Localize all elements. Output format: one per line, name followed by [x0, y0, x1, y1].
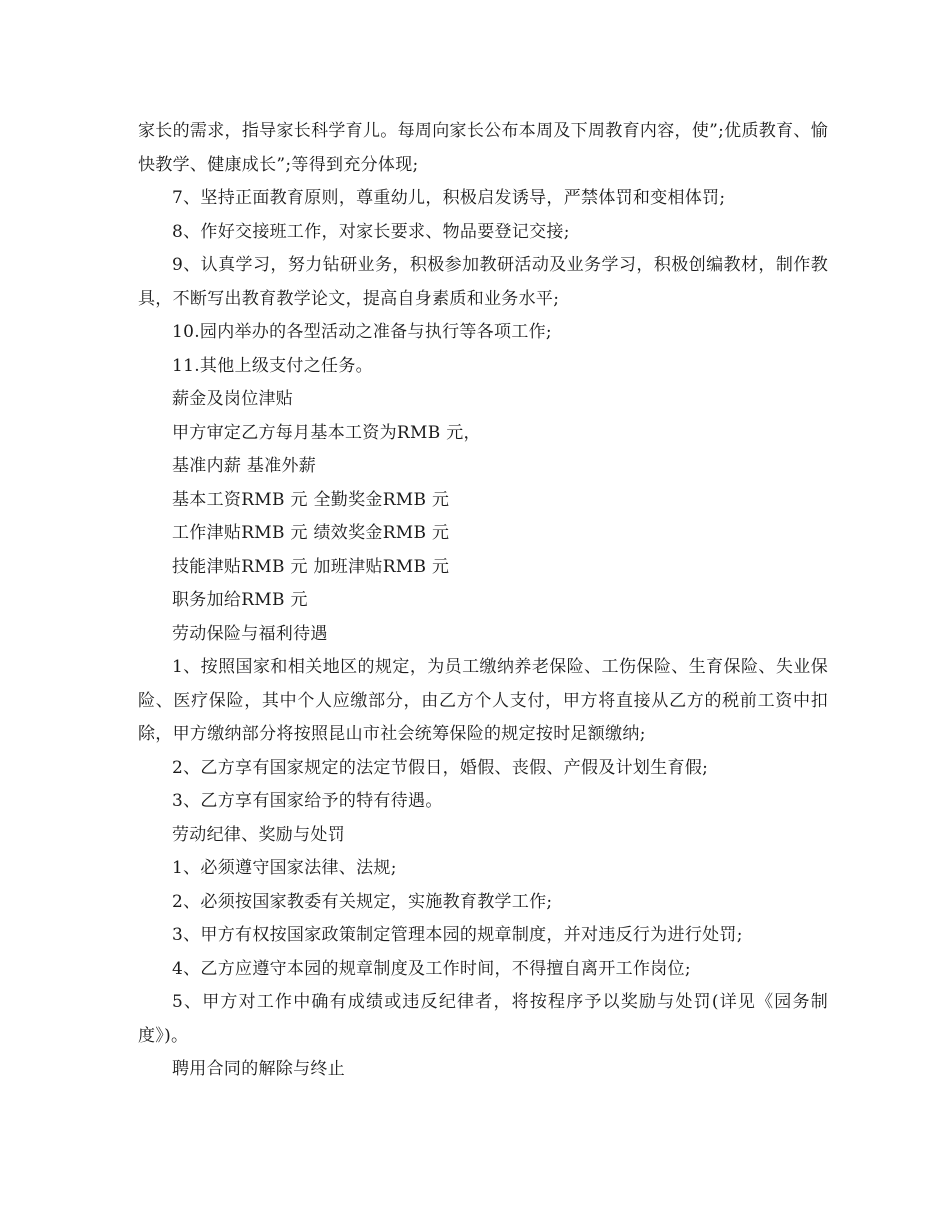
- paragraph: 5、甲方对工作中确有成绩或违反纪律者，将按程序予以奖励与处罚(详见《园务制度》)。: [138, 992, 828, 1046]
- paragraph: 技能津贴RMB 元 加班津贴RMB 元: [172, 556, 450, 577]
- paragraph: 2、必须按国家教委有关规定，实施教育教学工作;: [172, 891, 553, 912]
- paragraph: 基准内薪 基准外薪: [172, 456, 317, 476]
- document-body: [138, 115, 828, 1087]
- section-heading: 劳动纪律、奖励与处罚: [172, 824, 345, 845]
- paragraph: 基本工资RMB 元 全勤奖金RMB 元: [172, 489, 450, 510]
- paragraph: 1、按照国家和相关地区的规定，为员工缴纳养老保险、工伤保险、生育保险、失业保险、医疗保险，其中个人应缴部分，由乙方个人支付，甲方将直接从乙方的税前工资中扣除，甲方缴纳部分将按照昆山市社会统筹保险的规定按时足额缴纳;: [138, 657, 828, 744]
- paragraph: 10.园内举办的各型活动之准备与执行等各项工作;: [172, 322, 552, 342]
- paragraph: 职务加给RMB 元: [172, 590, 308, 610]
- paragraph: 工作津贴RMB 元 绩效奖金RMB 元: [172, 523, 450, 543]
- paragraph: 甲方审定乙方每月基本工资为RMB 元，: [172, 422, 481, 443]
- section-heading: 薪金及岗位津贴: [172, 389, 294, 409]
- paragraph: 8、作好交接班工作，对家长要求、物品要登记交接;: [172, 221, 570, 242]
- section-heading: 聘用合同的解除与终止: [172, 1059, 345, 1079]
- paragraph: 4、乙方应遵守本园的规章制度及工作时间，不得擅自离开工作岗位;: [172, 958, 691, 979]
- paragraph: 家长的需求，指导家长科学育儿。每周向家长公布本周及下周教育内容，使”;优质教育、愉快教学、健康成长”;等得到充分体现;: [138, 121, 828, 175]
- paragraph: 9、认真学习，努力钻研业务，积极参加教研活动及业务学习，积极创编教材，制作教具，不断写出教育教学论文，提高自身素质和业务水平;: [138, 255, 828, 309]
- paragraph: 3、乙方享有国家给予的特有待遇。: [172, 791, 443, 811]
- section-heading: 劳动保险与福利待遇: [172, 623, 328, 644]
- paragraph: 11.其他上级支付之任务。: [172, 355, 373, 376]
- paragraph: 7、坚持正面教育原则，尊重幼儿，积极启发诱导，严禁体罚和变相体罚;: [172, 188, 726, 208]
- paragraph: 2、乙方享有国家规定的法定节假日，婚假、丧假、产假及计划生育假;: [172, 757, 709, 778]
- paragraph: 1、必须遵守国家法律、法规;: [172, 858, 397, 878]
- paragraph: 3、甲方有权按国家政策制定管理本园的规章制度，并对违反行为进行处罚;: [172, 925, 743, 945]
